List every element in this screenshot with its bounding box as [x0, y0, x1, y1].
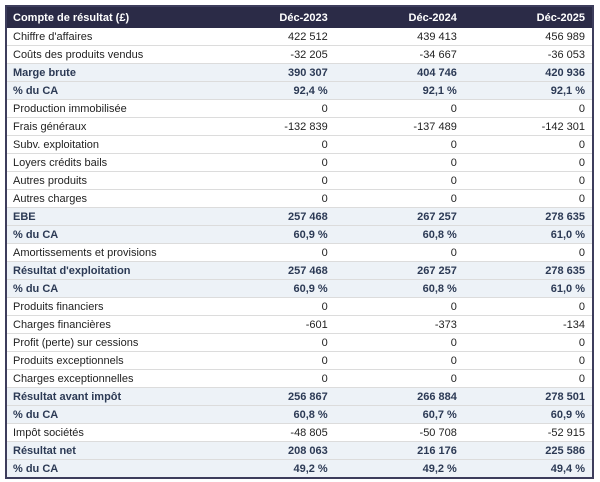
row-label: Autres produits: [6, 172, 206, 190]
table-row: [6, 244, 593, 262]
cell-value: 0: [464, 172, 593, 190]
cell-value: 0: [335, 352, 464, 370]
cell-value: 0: [206, 298, 335, 316]
cell-value: 0: [206, 100, 335, 118]
row-label: Chiffre d'affaires: [6, 28, 206, 46]
cell-value: 0: [335, 136, 464, 154]
cell-value: 278 501: [464, 388, 593, 406]
cell-value: 0: [464, 244, 593, 262]
cell-value: 49,4 %: [550, 462, 585, 475]
row-label: EBE: [6, 208, 206, 226]
cell-value: 0: [206, 370, 335, 388]
cell-value: 0: [206, 154, 335, 172]
cell-value: 0: [335, 244, 464, 262]
cell-value: 278 635: [464, 262, 593, 280]
table-row: [6, 280, 593, 298]
cell-value: 60,8 %: [206, 406, 335, 424]
table-row: [6, 460, 593, 479]
cell-value: 0: [464, 154, 593, 172]
cell-value: -142 301: [464, 118, 593, 136]
cell-value: 0: [206, 136, 335, 154]
cell-value: 49,2 %: [422, 462, 457, 475]
row-label: % du CA: [6, 280, 206, 298]
row-label: Coûts des produits vendus: [6, 46, 206, 64]
cell-value: 0: [206, 334, 335, 352]
cell-value: 208 063: [206, 442, 335, 460]
table-row: [6, 262, 593, 280]
table-row: [6, 136, 593, 154]
table-row: [6, 172, 593, 190]
cell-value: 225 586: [464, 442, 593, 460]
cell-value: 420 936: [464, 64, 593, 82]
table-row: [6, 208, 593, 226]
cell-value: 0: [335, 334, 464, 352]
cell-value: 0: [206, 352, 335, 370]
row-label: Autres charges: [6, 190, 206, 208]
row-label: Loyers crédits bails: [6, 154, 206, 172]
cell-value: 422 512: [206, 28, 335, 46]
table-row: [6, 406, 593, 424]
row-label: Résultat net: [6, 442, 206, 460]
cell-value: -601: [206, 316, 335, 334]
cell-value: 60,8 %: [335, 280, 464, 298]
cell-value: 456 989: [464, 28, 593, 46]
cell-value: 92,1 %: [464, 82, 593, 100]
table-row: [6, 334, 593, 352]
cell-value: 0: [335, 298, 464, 316]
cell-value: 266 884: [335, 388, 464, 406]
table-row: [6, 82, 593, 100]
cell-value: -50 708: [335, 424, 464, 442]
table-row: [6, 190, 593, 208]
cell-value: -132 839: [206, 118, 335, 136]
cell-value: 60,9 %: [464, 406, 593, 424]
row-label: Charges financières: [6, 316, 206, 334]
cell-value: 0: [464, 352, 593, 370]
cell-value: 0: [464, 136, 593, 154]
cell-value: 0: [335, 370, 464, 388]
row-label: % du CA: [6, 226, 206, 244]
row-label: % du CA: [6, 406, 206, 424]
cell-value: 0: [335, 100, 464, 118]
table-row: [6, 298, 593, 316]
cell-value: 60,8 %: [335, 226, 464, 244]
cell-value: 278 635: [464, 208, 593, 226]
row-label: Résultat avant impôt: [6, 388, 206, 406]
row-label: Subv. exploitation: [6, 136, 206, 154]
row-label: Impôt sociétés: [6, 424, 206, 442]
cell-value: 267 257: [335, 208, 464, 226]
cell-value: 60,7 %: [335, 406, 464, 424]
cell-value: 256 867: [206, 388, 335, 406]
column-header-dec-2024: Déc-2024: [335, 6, 464, 28]
table-row: [6, 46, 593, 64]
table-title: Compte de résultat (£): [6, 6, 206, 28]
cell-value: 0: [335, 154, 464, 172]
table-row: [6, 442, 593, 460]
cell-value: 0: [464, 334, 593, 352]
row-label: Charges exceptionnelles: [6, 370, 206, 388]
cell-value: 0: [206, 190, 335, 208]
cell-value: 0: [335, 190, 464, 208]
table-row: [6, 388, 593, 406]
cell-value: -137 489: [335, 118, 464, 136]
cell-value: 49,2 %: [293, 462, 328, 475]
table-row: [6, 64, 593, 82]
cell-value: 267 257: [335, 262, 464, 280]
cell-value: -34 667: [335, 46, 464, 64]
cell-value: 60,9 %: [206, 226, 335, 244]
cell-value: 439 413: [335, 28, 464, 46]
row-label: Produits exceptionnels: [6, 352, 206, 370]
table-row: [6, 118, 593, 136]
cell-value: 92,4 %: [206, 82, 335, 100]
row-label: Marge brute: [6, 64, 206, 82]
cell-value: -32 205: [206, 46, 335, 64]
table-row: [6, 226, 593, 244]
cell-value: 404 746: [335, 64, 464, 82]
table-row: [6, 424, 593, 442]
cell-value: -36 053: [464, 46, 593, 64]
income-statement-table: [5, 5, 594, 479]
cell-value: 92,1 %: [335, 82, 464, 100]
table-row: [6, 352, 593, 370]
row-label: Profit (perte) sur cessions: [6, 334, 206, 352]
cell-value: 257 468: [206, 262, 335, 280]
row-label: % du CA: [6, 82, 206, 100]
table-row: [6, 28, 593, 46]
cell-value: 0: [464, 190, 593, 208]
cell-value: 0: [464, 100, 593, 118]
cell-value: 0: [206, 244, 335, 262]
row-label: Frais généraux: [6, 118, 206, 136]
cell-value: 61,0 %: [464, 280, 593, 298]
cell-value: 216 176: [335, 442, 464, 460]
table-row: [6, 316, 593, 334]
table-row: [6, 370, 593, 388]
row-label: Amortissements et provisions: [6, 244, 206, 262]
table-body: [6, 28, 593, 478]
column-header-dec-2023: Déc-2023: [206, 6, 335, 28]
cell-value: 0: [206, 172, 335, 190]
table-row: [6, 154, 593, 172]
cell-value: 0: [464, 298, 593, 316]
cell-value: -48 805: [206, 424, 335, 442]
cell-value: -373: [335, 316, 464, 334]
cell-value: 257 468: [206, 208, 335, 226]
row-label: % du CA: [13, 462, 59, 475]
cell-value: -134: [464, 316, 593, 334]
cell-value: 0: [335, 172, 464, 190]
cell-value: 390 307: [206, 64, 335, 82]
table-row: [6, 100, 593, 118]
column-header-dec-2025: Déc-2025: [464, 6, 593, 28]
cell-value: 60,9 %: [206, 280, 335, 298]
header-row: [6, 6, 593, 28]
cell-value: -52 915: [464, 424, 593, 442]
row-label: Résultat d'exploitation: [6, 262, 206, 280]
cell-value: 0: [464, 370, 593, 388]
income-statement-sheet: [5, 5, 594, 479]
cell-value: 61,0 %: [464, 226, 593, 244]
row-label: Produits financiers: [6, 298, 206, 316]
row-label: Production immobilisée: [6, 100, 206, 118]
